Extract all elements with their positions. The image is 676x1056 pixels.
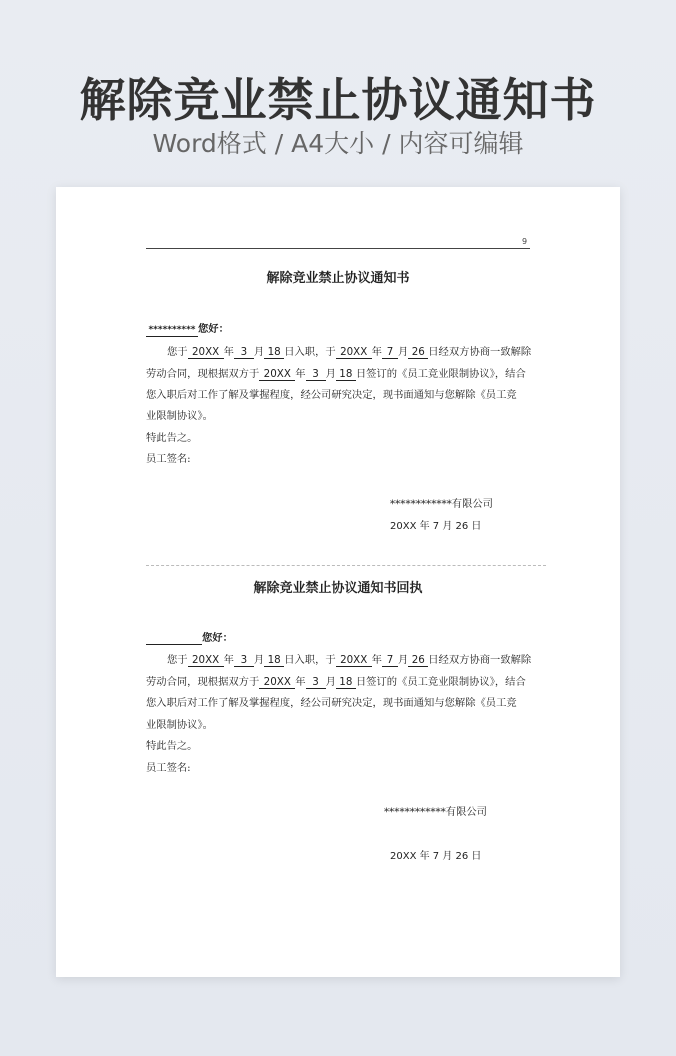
text-segment: 您于	[167, 346, 188, 358]
field-year: 20XX	[336, 654, 372, 667]
text-segment: 年	[371, 654, 382, 666]
field-day: 26	[408, 654, 428, 667]
document-page	[56, 187, 620, 977]
notice-closing: 特此告之。	[146, 432, 198, 444]
receipt-closing: 特此告之。	[146, 740, 198, 752]
text-segment: 年	[295, 676, 306, 688]
receipt-paragraph-line-2	[146, 675, 536, 689]
notice-paragraph-line-2	[146, 367, 536, 381]
text-segment: 劳动合同，现根据双方于	[146, 676, 260, 688]
text-segment: 劳动合同，现根据双方于	[146, 368, 260, 380]
field-day: 18	[264, 346, 284, 359]
text-segment: 月	[325, 368, 336, 380]
text-segment: 月	[397, 654, 409, 666]
receipt-paragraph-line-1	[146, 653, 536, 667]
receipt-paragraph-line-3: 您入职后对工作了解及掌握程度，经公司研究决定，现书面通知与您解除《员工竞	[146, 697, 517, 709]
text-segment: 日签订的《员工竞业限制协议》，结合	[355, 676, 526, 688]
field-day: 18	[336, 676, 356, 689]
receipt-title: 解除竞业禁止协议通知书回执	[253, 581, 423, 596]
header-rule	[146, 248, 530, 249]
field-day: 18	[264, 654, 284, 667]
field-month: 7	[382, 654, 398, 667]
notice-signature-label: 员工签名:	[146, 453, 191, 465]
field-month: 3	[234, 654, 254, 667]
page-number: 9	[522, 237, 528, 246]
banner-title: 解除竞业禁止协议通知书	[79, 73, 597, 127]
text-segment: 日入职，于	[284, 346, 336, 358]
text-segment: 日经双方协商一致解除	[428, 654, 532, 666]
field-month: 3	[234, 346, 254, 359]
text-segment: 月	[253, 654, 265, 666]
recipient-field	[146, 632, 202, 645]
receipt-paragraph-line-4: 业限制协议》。	[146, 719, 213, 731]
receipt-signature-label: 员工签名:	[146, 762, 191, 774]
notice-paragraph-line-1	[146, 345, 536, 359]
field-year: 20XX	[259, 676, 295, 689]
text-segment: 日经双方协商一致解除	[428, 346, 532, 358]
recipient-field: **********	[146, 324, 198, 337]
field-year: 20XX	[188, 654, 224, 667]
text-segment: 日签订的《员工竞业限制协议》，结合	[355, 368, 526, 380]
text-segment: 年	[295, 368, 306, 380]
text-segment: 日入职，于	[284, 654, 336, 666]
text-segment: 月	[325, 676, 336, 688]
field-month: 3	[306, 676, 326, 689]
notice-paragraph-line-3: 您入职后对工作了解及掌握程度，经公司研究决定，现书面通知与您解除《员工竞	[146, 389, 517, 401]
field-month: 7	[382, 346, 398, 359]
receipt-company: ************有限公司	[384, 806, 487, 818]
field-day: 26	[408, 346, 428, 359]
field-year: 20XX	[259, 368, 295, 381]
text-segment: 年	[371, 346, 382, 358]
notice-company: ************有限公司	[390, 498, 493, 510]
field-month: 3	[306, 368, 326, 381]
notice-date: 20XX 年 7 月 26 日	[390, 521, 482, 532]
text-segment: 月	[253, 346, 265, 358]
notice-paragraph-line-4: 业限制协议》。	[146, 410, 213, 422]
field-year: 20XX	[336, 346, 372, 359]
field-year: 20XX	[188, 346, 224, 359]
banner-subtitle: Word格式 / A4大小 / 内容可编辑	[152, 129, 524, 158]
text-segment: 年	[223, 654, 234, 666]
section-divider	[146, 565, 546, 566]
text-segment: 月	[397, 346, 409, 358]
notice-greeting-line	[146, 322, 536, 337]
field-day: 18	[336, 368, 356, 381]
receipt-greeting-line	[146, 631, 536, 645]
greeting-text: 您好：	[198, 323, 229, 335]
text-segment: 年	[223, 346, 234, 358]
receipt-date: 20XX 年 7 月 26 日	[390, 851, 482, 862]
text-segment: 您于	[167, 654, 188, 666]
notice-title: 解除竞业禁止协议通知书	[266, 271, 410, 286]
greeting-text: 您好：	[202, 632, 233, 644]
